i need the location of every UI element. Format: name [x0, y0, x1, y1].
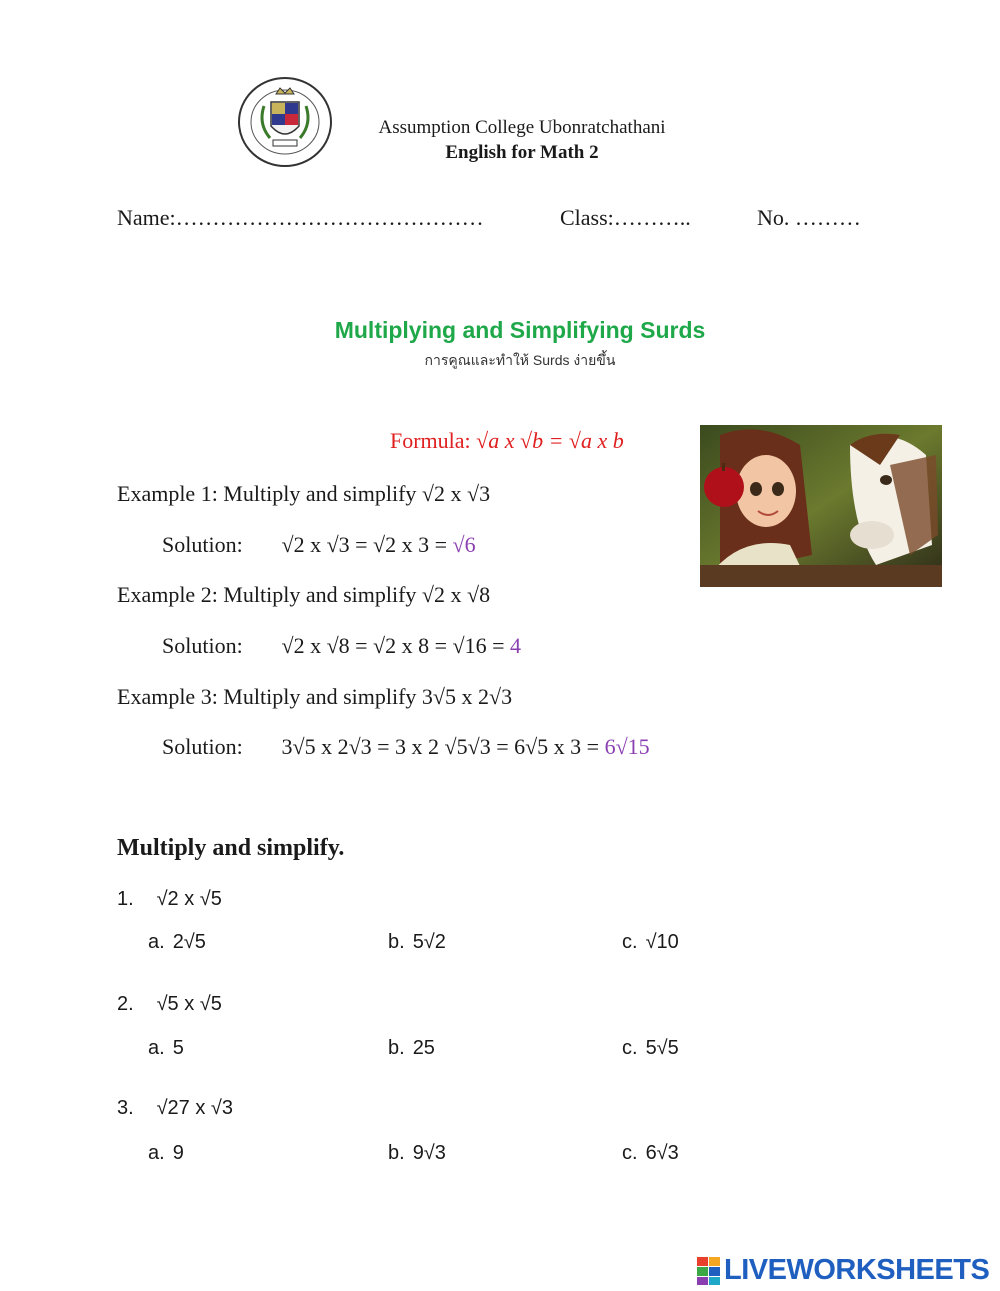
option-text: 5 — [172, 1037, 184, 1059]
option-text: 25 — [412, 1037, 435, 1059]
option-letter: a. — [148, 1037, 165, 1059]
example-1-solution — [162, 532, 476, 558]
example-3-prompt: Example 3: Multiply and simplify 3√5 x 2√3 — [117, 684, 513, 709]
question-3-option-a[interactable] — [148, 1142, 184, 1165]
option-letter: a. — [148, 1142, 165, 1164]
name-field: Name:…………………………………… — [117, 205, 484, 230]
solution-answer: √6 — [452, 532, 476, 557]
formula-expression: √a x √b = √a x b — [476, 428, 624, 453]
option-text: 5√5 — [645, 1037, 679, 1059]
option-text: 9√3 — [412, 1142, 446, 1164]
option-letter: c. — [622, 1142, 638, 1164]
solution-answer: 4 — [510, 633, 522, 658]
formula — [390, 428, 624, 454]
formula-label: Formula: — [390, 428, 471, 453]
option-text: 2√5 — [172, 931, 206, 953]
liveworksheets-brand: LIVEWORKSHEETS — [724, 1254, 990, 1286]
question-expression: √27 x √3 — [156, 1097, 233, 1119]
option-text: 6√3 — [645, 1142, 679, 1164]
option-letter: a. — [148, 931, 165, 953]
solution-work: 3√5 x 2√3 = 3 x 2 √5√3 = 6√5 x 3 = — [281, 734, 600, 759]
option-text: 9 — [172, 1142, 184, 1164]
solution-label: Solution: — [162, 633, 243, 658]
option-letter: c. — [622, 1037, 638, 1059]
solution-label: Solution: — [162, 532, 243, 557]
question-3 — [117, 1097, 233, 1120]
question-expression: √5 x √5 — [156, 993, 222, 1015]
number-field: No. ……… — [757, 205, 861, 230]
solution-work: √2 x √3 = √2 x 3 = — [281, 532, 448, 557]
question-1-option-a[interactable] — [148, 931, 206, 954]
question-1-option-b[interactable] — [388, 931, 446, 954]
example-3-solution — [162, 734, 650, 760]
question-2-option-a[interactable] — [148, 1037, 184, 1060]
solution-answer: 6√15 — [604, 734, 650, 759]
worksheet-subtitle: การคูณและทำให้ Surds ง่ายขึ้น — [424, 352, 616, 368]
question-2 — [117, 993, 222, 1016]
question-2-option-b[interactable] — [388, 1037, 435, 1060]
worksheet-title: Multiplying and Simplifying Surds — [334, 317, 706, 343]
example-2-prompt: Example 2: Multiply and simplify √2 x √8 — [117, 582, 491, 607]
question-3-option-b[interactable] — [388, 1142, 446, 1165]
question-number: 1. — [117, 888, 134, 910]
example-2-solution — [162, 633, 521, 659]
solution-work: √2 x √8 = √2 x 8 = √16 = — [281, 633, 505, 658]
question-3-option-c[interactable] — [622, 1142, 679, 1165]
option-text: √10 — [645, 931, 679, 953]
question-number: 2. — [117, 993, 134, 1015]
liveworksheets-logo-icon — [697, 1257, 721, 1285]
question-1-option-c[interactable] — [622, 931, 679, 954]
question-1 — [117, 888, 222, 911]
class-field: Class:……….. — [560, 205, 691, 230]
question-number: 3. — [117, 1097, 134, 1119]
cartoon-picture — [700, 425, 942, 587]
question-2-option-c[interactable] — [622, 1037, 679, 1060]
option-letter: b. — [388, 1142, 405, 1164]
option-letter: b. — [388, 931, 405, 953]
school-crest-logo — [236, 76, 334, 168]
example-1-prompt: Example 1: Multiply and simplify √2 x √3 — [117, 481, 491, 506]
solution-label: Solution: — [162, 734, 243, 759]
option-letter: c. — [622, 931, 638, 953]
school-name: Assumption College Ubonratchathani — [378, 117, 666, 138]
section-heading: Multiply and simplify. — [117, 835, 345, 861]
question-expression: √2 x √5 — [156, 888, 222, 910]
option-letter: b. — [388, 1037, 405, 1059]
option-text: 5√2 — [412, 931, 446, 953]
course-name: English for Math 2 — [445, 142, 599, 163]
